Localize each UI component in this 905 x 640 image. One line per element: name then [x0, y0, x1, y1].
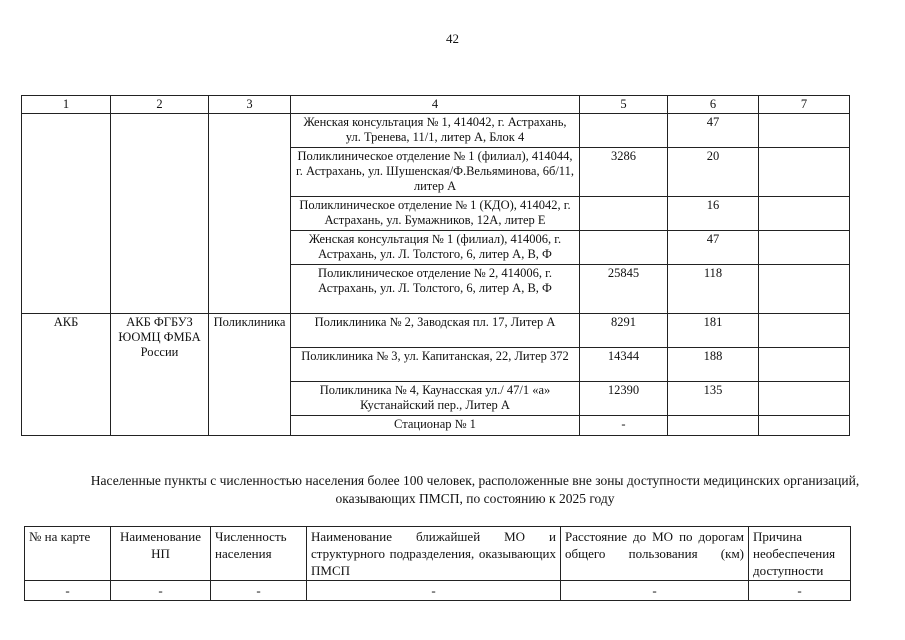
- note-cell: [759, 382, 850, 416]
- facility-name: Поликлиническое отделение № 1 (КДО), 414042, г. Астрахань, ул. Бумажников, 12А, литер Е: [291, 197, 580, 231]
- note-cell: [759, 416, 850, 436]
- data-cell: -: [749, 581, 851, 601]
- population-cell: 25845: [580, 265, 668, 314]
- note-cell: [759, 197, 850, 231]
- facility-name: Поликлиника № 4, Каунасская ул./ 47/1 «а» Кустанайский пер., Литер А: [291, 382, 580, 416]
- header-cell: Численность населения: [211, 527, 307, 581]
- facility-name: Поликлиническое отделение № 1 (филиал), 414044, г. Астрахань, ул. Шушенская/Ф.Вельяминова, 6б/11, литер А: [291, 148, 580, 197]
- data-cell: -: [561, 581, 749, 601]
- note-cell: [759, 265, 850, 314]
- header-cell: 5: [580, 96, 668, 114]
- header-cell: Наименование НП: [111, 527, 211, 581]
- population-cell: [580, 114, 668, 148]
- header-cell: 3: [209, 96, 291, 114]
- table-caption: Населенные пункты с численностью населения более 100 человек, расположенные вне зоны доступности медицинских организаций, оказывающих ПМСП, по состоянию к 2025 году: [90, 473, 860, 506]
- population-cell: 8291: [580, 314, 668, 348]
- count-cell: 47: [668, 114, 759, 148]
- count-cell: 188: [668, 348, 759, 382]
- facility-name: Поликлиническое отделение № 2, 414006, г. Астрахань, ул. Л. Толстого, 6, литер А, В, Ф: [291, 265, 580, 314]
- facility-name: Поликлиника № 3, ул. Капитанская, 22, Литер 372: [291, 348, 580, 382]
- count-cell: 118: [668, 265, 759, 314]
- note-cell: [759, 231, 850, 265]
- header-cell: Причина необеспечения доступности: [749, 527, 851, 581]
- note-cell: [759, 348, 850, 382]
- table-header-row: [22, 96, 850, 114]
- count-cell: [668, 416, 759, 436]
- note-cell: [759, 114, 850, 148]
- table-row: [22, 314, 850, 348]
- count-cell: 47: [668, 231, 759, 265]
- organization-cell: АКБ ФГБУЗ ЮОМЦ ФМБА России: [111, 314, 209, 436]
- count-cell: 20: [668, 148, 759, 197]
- header-cell: 4: [291, 96, 580, 114]
- data-cell: -: [25, 581, 111, 601]
- empty-cell: [209, 114, 291, 314]
- count-cell: 181: [668, 314, 759, 348]
- header-cell: № на карте: [25, 527, 111, 581]
- population-cell: 3286: [580, 148, 668, 197]
- count-cell: 16: [668, 197, 759, 231]
- page-number: 42: [446, 31, 459, 46]
- facility-name: Женская консультация № 1, 414042, г. Астрахань, ул. Тренева, 11/1, литер А, Блок 4: [291, 114, 580, 148]
- population-cell: 12390: [580, 382, 668, 416]
- population-cell: [580, 231, 668, 265]
- table-row: [25, 581, 851, 601]
- count-cell: 135: [668, 382, 759, 416]
- header-cell: Расстояние до МО по дорогам общего пользования (км): [561, 527, 749, 581]
- facility-name: Женская консультация № 1 (филиал), 414006, г. Астрахань, ул. Л. Толстого, 6, литер А, В, Ф: [291, 231, 580, 265]
- header-cell: 6: [668, 96, 759, 114]
- data-cell: -: [211, 581, 307, 601]
- population-cell: [580, 197, 668, 231]
- type-cell: Поликлиника: [209, 314, 291, 436]
- header-cell: 1: [22, 96, 111, 114]
- note-cell: [759, 314, 850, 348]
- note-cell: [759, 148, 850, 197]
- district-cell: АКБ: [22, 314, 111, 436]
- empty-cell: [111, 114, 209, 314]
- settlements-table: [24, 526, 851, 601]
- table-header-row: [25, 527, 851, 581]
- facility-name: Поликлиника № 2, Заводская пл. 17, Литер А: [291, 314, 580, 348]
- header-cell: 2: [111, 96, 209, 114]
- population-cell: 14344: [580, 348, 668, 382]
- facility-name: Стационар № 1: [291, 416, 580, 436]
- header-cell: 7: [759, 96, 850, 114]
- data-cell: -: [307, 581, 561, 601]
- table-row: [22, 114, 850, 148]
- empty-cell: [22, 114, 111, 314]
- medical-facilities-table: [21, 95, 850, 436]
- header-cell: Наименование ближайшей МО и структурного подразделения, оказывающих ПМСП: [307, 527, 561, 581]
- data-cell: -: [111, 581, 211, 601]
- population-cell: -: [580, 416, 668, 436]
